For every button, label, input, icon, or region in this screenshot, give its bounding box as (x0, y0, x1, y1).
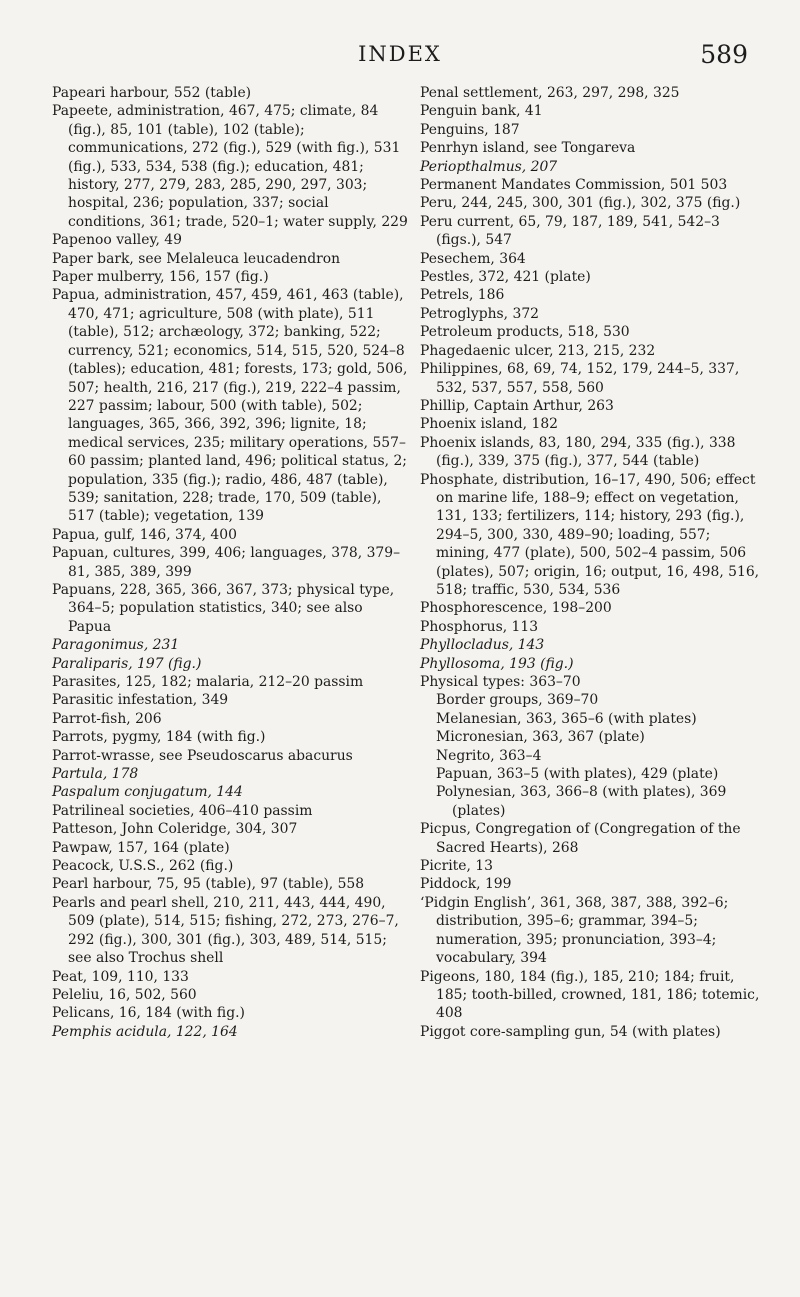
index-entry: Pestles, 372, 421 (plate) (420, 269, 591, 286)
index-entry: Partula, 178 (52, 766, 139, 783)
running-title: INDEX (358, 42, 442, 66)
index-entry: Paragonimus, 231 (52, 637, 180, 654)
index-column-left (52, 84, 408, 1041)
index-entry: Parrots, pygmy, 184 (with fig.) (52, 729, 266, 746)
index-entry: Phillip, Captain Arthur, 263 (420, 397, 614, 414)
index-entry: Papeari harbour, 552 (table) (52, 85, 252, 101)
index-entry: Peacock, U.S.S., 262 (fig.) (52, 858, 234, 875)
index-entry: Parasitic infestation, 349 (52, 692, 229, 709)
index-subentry: Polynesian, 363, 366–8 (with plates), 369 (plates) (436, 784, 727, 819)
index-entry: Physical types: 363–70 (420, 674, 581, 690)
index-entry: Penguins, 187 (420, 121, 520, 138)
index-entry: Periopthalmus, 207 (420, 158, 558, 175)
index-entry: Pesechem, 364 (420, 250, 526, 267)
index-entry: Phosphate, distribution, 16–17, 490, 506; effect on marine life, 188–9; effect on vegetation, 131, 133; fertilizers, 114; history, 293 (fig.), 294–5, 300, 330, 489–90; loading, 557; mining, 477 (plate), 500, 502–4 passim, 506 (plates), 507; origin, 16; output, 16, 498, 516, 518; traffic, 530, 534, 536 (420, 471, 760, 598)
index-entry: Paper bark, see Melaleuca leucadendron (52, 250, 341, 267)
index-subentry: Micronesian, 363, 367 (plate) (436, 729, 645, 746)
index-entry: Petroglyphs, 372 (420, 305, 540, 322)
index-entry: Papeete, administration, 467, 475; climate, 84 (fig.), 85, 101 (table), 102 (table); communications, 272 (fig.), 529 (with fig.), 531 (fig.), 533, 534, 538 (fig.); education, 481; history, 277, 279, 283, 285, 290, 297, 303; hospital, 236; population, 337; social conditions, 361; trade, 520–1; water supply, 229 (52, 103, 408, 230)
index-entry: Phosphorescence, 198–200 (420, 600, 612, 617)
index-entry: Permanent Mandates Commission, 501 503 (420, 177, 728, 194)
index-column-right (420, 84, 765, 1041)
index-subentry: Negrito, 363–4 (436, 747, 542, 764)
index-entry: Phoenix islands, 83, 180, 294, 335 (fig.), 338 (fig.), 339, 375 (fig.), 377, 544 (table) (420, 434, 736, 470)
index-entry: Peat, 109, 110, 133 (52, 968, 189, 985)
index-entry: Phagedaenic ulcer, 213, 215, 232 (420, 342, 656, 359)
index-entry: Phyllosoma, 193 (fig.) (420, 655, 574, 672)
page-number: 589 (700, 40, 748, 69)
index-subentry: Papuan, 363–5 (with plates), 429 (plate) (436, 766, 719, 783)
index-entry: Penguin bank, 41 (420, 103, 543, 120)
index-subentry: Border groups, 369–70 (436, 692, 599, 709)
index-entry: Phosphorus, 113 (420, 618, 539, 635)
index-entry: Petrels, 186 (420, 287, 505, 304)
index-entry: Papua, administration, 457, 459, 461, 463 (table), 470, 471; agriculture, 508 (with plate), 511 (table), 512; archæology, 372; banking, 522; currency, 521; economics, 514, 515, 520, 524–8 (tables); education, 481; forests, 173; gold, 506, 507; health, 216, 217 (fig.), 219, 222–4 passim, 227 passim; labour, 500 (with table), 502; languages, 365, 366, 392, 396; lignite, 18; medical services, 235; military operations, 557–60 passim; planted land, 496; political status, 2; population, 335 (fig.); radio, 486, 487 (table), 539; sanitation, 228; trade, 170, 509 (table), 517 (table); vegetation, 139 (52, 287, 408, 525)
index-entry: Petroleum products, 518, 530 (420, 324, 630, 341)
index-entry: Peru, 244, 245, 300, 301 (fig.), 302, 375 (fig.) (420, 195, 741, 212)
index-entry: Papuan, cultures, 399, 406; languages, 378, 379–81, 385, 389, 399 (52, 545, 401, 580)
index-entry: ‘Pidgin English’, 361, 368, 387, 388, 392–6; distribution, 395–6; grammar, 394–5; numeration, 395; pronunciation, 393–4; vocabulary, 394 (420, 894, 729, 967)
index-entry: Pearls and pearl shell, 210, 211, 443, 444, 490, 509 (plate), 514, 515; fishing, 272, 273, 276–7, 292 (fig.), 300, 301 (fig.), 303, 489, 514, 515; see also Trochus shell (52, 894, 399, 967)
index-entry: Papuans, 228, 365, 366, 367, 373; physical type, 364–5; population statistics, 340; see also Papua (52, 581, 395, 635)
index-entry: Paraliparis, 197 (fig.) (52, 655, 202, 672)
index-entry: Peru current, 65, 79, 187, 189, 541, 542–3 (figs.), 547 (420, 213, 720, 249)
index-subentry: Melanesian, 363, 365–6 (with plates) (436, 710, 697, 727)
index-entry: Philippines, 68, 69, 74, 152, 179, 244–5, 337, 532, 537, 557, 558, 560 (420, 361, 740, 396)
index-entry: Piggot core-sampling gun, 54 (with plates) (420, 1023, 721, 1040)
index-entry: Parrot-fish, 206 (52, 710, 162, 727)
index-entry: Pearl harbour, 75, 95 (table), 97 (table), 558 (52, 876, 365, 893)
index-entry: Phoenix island, 182 (420, 416, 558, 433)
index-entry: Piddock, 199 (420, 876, 512, 893)
index-entry: Phyllocladus, 143 (420, 637, 545, 654)
index-entry: Penal settlement, 263, 297, 298, 325 (420, 85, 680, 101)
index-entry: Parrot-wrasse, see Pseudoscarus abacurus (52, 747, 353, 764)
index-entry: Picrite, 13 (420, 858, 493, 875)
index-entry: Parasites, 125, 182; malaria, 212–20 passim (52, 674, 364, 690)
index-entry: Pemphis acidula, 122, 164 (52, 1023, 238, 1040)
index-entry: Pawpaw, 157, 164 (plate) (52, 839, 230, 856)
index-entry: Peleliu, 16, 502, 560 (52, 986, 197, 1003)
page-header (0, 40, 800, 80)
index-entry: Penrhyn island, see Tongareva (420, 140, 636, 157)
index-entry: Picpus, Congregation of (Congregation of the Sacred Hearts), 268 (420, 821, 741, 856)
index-entry: Patteson, John Coleridge, 304, 307 (52, 821, 298, 838)
index-entry: Paspalum conjugatum, 144 (52, 784, 243, 801)
index-entry: Patrilineal societies, 406–410 passim (52, 802, 313, 819)
index-entry: Papenoo valley, 49 (52, 232, 182, 249)
index-entry: Pelicans, 16, 184 (with fig.) (52, 1005, 245, 1022)
index-entry: Pigeons, 180, 184 (fig.), 185, 210; 184; fruit, 185; tooth-billed, crowned, 181, 186; totemic, 408 (420, 968, 760, 1022)
index-entry: Paper mulberry, 156, 157 (fig.) (52, 269, 269, 286)
index-entry: Papua, gulf, 146, 374, 400 (52, 526, 237, 543)
